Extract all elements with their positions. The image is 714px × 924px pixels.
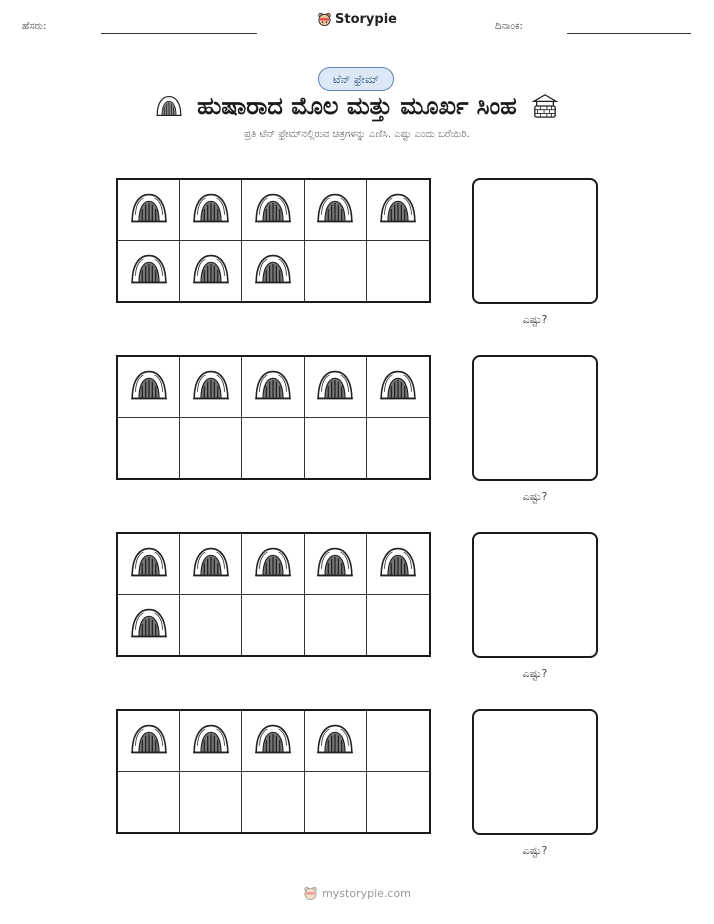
ten-frame-cell [242,772,304,833]
ten-frame-cell [118,711,180,772]
ten-frame-cell [180,180,242,241]
mascot-icon [303,886,318,901]
ten-frame-cell [305,772,367,833]
how-many-label: ಎಷ್ಟು? [522,490,548,503]
ten-frame-cell [180,534,242,595]
cave-icon [130,723,168,759]
ten-frame-badge: ಟೆನ್ ಫ್ರೇಮ್ [318,67,394,91]
ten-frame-cell [180,241,242,302]
answer-box[interactable] [472,532,598,658]
how-many-label: ಎಷ್ಟು? [522,313,548,326]
how-many-label: ಎಷ್ಟು? [522,667,548,680]
ten-frame-cell [180,711,242,772]
cave-icon [192,546,230,582]
answer-box[interactable] [472,178,598,304]
cave-icon [155,95,183,117]
ten-frame-cell [180,595,242,656]
cave-icon [254,369,292,405]
cave-icon [254,546,292,582]
cave-icon [379,369,417,405]
mascot-icon [317,12,332,27]
date-label: ದಿನಾಂಕ: [495,21,523,32]
ten-frame-cell [367,595,429,656]
answer-box[interactable] [472,709,598,835]
name-label: ಹೆಸರು: [22,21,47,32]
ten-frame-cell [118,241,180,302]
page-title [0,92,714,123]
ten-frame-cell [367,534,429,595]
ten-frame-cell [305,595,367,656]
cave-icon [316,546,354,582]
ten-frame-cell [367,418,429,479]
ten-frame-cell [118,595,180,656]
ten-frame-cell [180,418,242,479]
ten-frame-cell [118,534,180,595]
brand [0,12,714,31]
ten-frame-cell [118,357,180,418]
ten-frame [116,709,431,834]
title-text: ಹುಷಾರಾದ ಮೊಲ ಮತ್ತು ಮೂರ್ಖ ಸಿಂಹ [197,92,517,120]
cave-icon [130,546,168,582]
ten-frame-cell [367,241,429,302]
cave-icon [316,369,354,405]
ten-frame-cell [367,180,429,241]
ten-frame-cell [242,418,304,479]
ten-frame-cell [242,180,304,241]
cave-icon [130,369,168,405]
cave-icon [130,192,168,228]
answer-box[interactable] [472,355,598,481]
cave-icon [316,192,354,228]
ten-frame-cell [242,595,304,656]
ten-frame-cell [118,418,180,479]
ten-frame-cell [305,534,367,595]
cave-icon [379,192,417,228]
brand-name: Storypie [335,12,397,27]
ten-frame-cell [367,772,429,833]
ten-frame-cell [118,180,180,241]
ten-frame-cell [180,772,242,833]
cave-icon [316,723,354,759]
ten-frame-cell [242,357,304,418]
ten-frame [116,355,431,480]
ten-frame-cell [367,357,429,418]
footer-site: mystorypie.com [322,887,411,900]
ten-frame-cell [305,357,367,418]
cave-icon [192,369,230,405]
how-many-label: ಎಷ್ಟು? [522,844,548,857]
ten-frame-cell [242,711,304,772]
well-icon [531,93,559,119]
ten-frame-cell [305,418,367,479]
ten-frame-cell [118,772,180,833]
ten-frame-cell [305,241,367,302]
cave-icon [254,723,292,759]
ten-frame-cell [305,711,367,772]
cave-icon [192,192,230,228]
ten-frame-cell [242,241,304,302]
footer [0,886,714,904]
cave-icon [192,253,230,289]
ten-frame-cell [180,357,242,418]
date-line[interactable] [567,33,691,34]
ten-frame [116,178,431,303]
cave-icon [254,192,292,228]
name-line[interactable] [101,33,257,34]
cave-icon [130,607,168,643]
cave-icon [379,546,417,582]
ten-frame-cell [242,534,304,595]
ten-frame [116,532,431,657]
ten-frame-cell [367,711,429,772]
instructions: ಪ್ರತಿ ಟೆನ್ ಫ್ರೇಮ್‌ನಲ್ಲಿರುವ ಚಿತ್ರಗಳನ್ನು ಎಣಿಸಿ. ಎಷ್ಟು ಎಂದು ಬರೆಯಿರಿ. [244,129,470,140]
cave-icon [192,723,230,759]
cave-icon [254,253,292,289]
cave-icon [130,253,168,289]
ten-frame-cell [305,180,367,241]
